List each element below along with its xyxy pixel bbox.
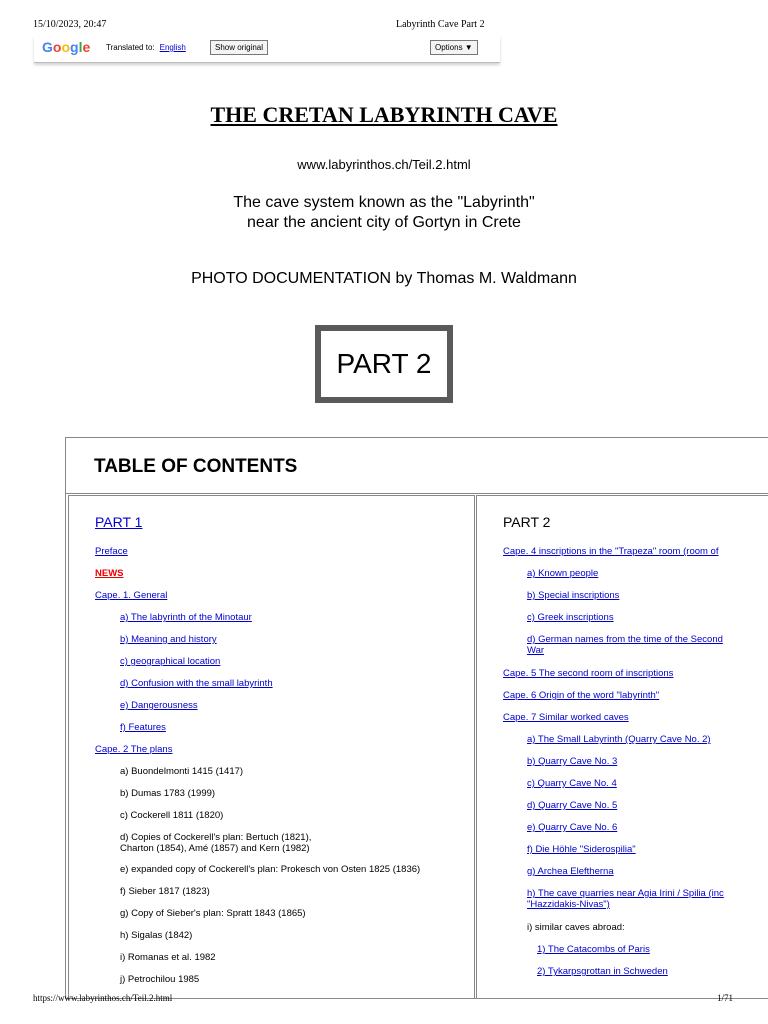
part-box xyxy=(315,325,453,403)
toc-item-label: g) Archea Eleftherna xyxy=(527,866,614,877)
toc-item-label: f) Sieber 1817 (1823) xyxy=(120,886,210,897)
toc-item-label: b) Quarry Cave No. 3 xyxy=(527,756,618,767)
toc-item-label-cont: Charton (1854), Amé (1857) and Kern (1982) xyxy=(120,843,310,854)
footer-url: https://www.labyrinthos.ch/Teil.2.html xyxy=(33,993,173,1003)
part-box-label: PART 2 xyxy=(321,331,447,397)
toc-item-part2[interactable] xyxy=(527,612,614,623)
toc-item-label: f) Die Höhle "Siderospilia" xyxy=(527,844,636,855)
google-translate-bar xyxy=(34,36,500,63)
toc-item-part1[interactable] xyxy=(120,612,252,623)
toc-item-label: e) Dangerousness xyxy=(120,700,198,711)
subtitle-line-1: The cave system known as the "Labyrinth" xyxy=(233,194,535,211)
language-link[interactable]: English xyxy=(159,43,186,52)
subtitle-line-2: near the ancient city of Gortyn in Crete xyxy=(247,214,521,231)
toc-item-label: a) Buondelmonti 1415 (1417) xyxy=(120,766,244,777)
toc-item-part1[interactable] xyxy=(120,722,166,733)
url-line: www.labyrinthos.ch/Teil.2.html xyxy=(297,157,471,172)
toc-item-part1 xyxy=(120,788,215,799)
toc-item-label: c) geographical location xyxy=(120,656,221,667)
toc-item-label: Cape. 6 Origin of the word "labyrinth" xyxy=(503,690,660,701)
toc-item-part1 xyxy=(120,864,420,875)
toc-item-part1[interactable] xyxy=(95,568,124,579)
toc-item-part1[interactable] xyxy=(95,590,167,601)
print-header xyxy=(0,0,768,32)
toc-item-part1[interactable] xyxy=(120,634,217,645)
toc-item-label: Cape. 2 The plans xyxy=(95,744,173,755)
toc-item-label: Cape. 1. General xyxy=(95,590,168,601)
toc-item-label: e) expanded copy of Cockerell's plan: Prokesch von Osten 1825 (1836) xyxy=(120,864,421,875)
toc-column-part2 xyxy=(476,495,768,999)
toc-item-part1[interactable] xyxy=(95,546,128,557)
toc-item-label: d) Confusion with the small labyrinth xyxy=(120,678,273,689)
toc-column-part1 xyxy=(68,495,475,999)
toc-item-label-cont: "Hazzidakis-Nivas") xyxy=(527,899,610,910)
toc-item-label: Cape. 4 inscriptions in the "Trapeza" room (room of xyxy=(503,546,719,557)
toc-item-label: b) Meaning and history xyxy=(120,634,217,645)
toc-item-part1[interactable] xyxy=(95,744,172,755)
toc-item-part2[interactable] xyxy=(527,888,724,910)
options-button[interactable]: Options ▼ xyxy=(430,40,478,55)
toc-item-label: j) Petrochilou 1985 xyxy=(120,974,200,985)
toc-item-label: e) Quarry Cave No. 6 xyxy=(527,822,618,833)
toc-item-part2[interactable] xyxy=(527,634,723,656)
toc-item-label: Cape. 7 Similar worked caves xyxy=(503,712,629,723)
toc-item-part1[interactable] xyxy=(120,700,198,711)
toc-item-label: a) The Small Labyrinth (Quarry Cave No. 2) xyxy=(527,734,711,745)
toc-item-part2[interactable] xyxy=(527,590,619,601)
table-of-contents xyxy=(65,437,768,999)
google-logo: Google xyxy=(42,39,91,55)
toc-item-part2[interactable] xyxy=(527,756,617,767)
toc-item-label: PART 2 xyxy=(503,514,551,530)
toc-item-label: c) Quarry Cave No. 4 xyxy=(527,778,617,789)
toc-item-label: b) Special inscriptions xyxy=(527,590,620,601)
toc-item-part1[interactable] xyxy=(120,678,273,689)
toc-item-part2[interactable] xyxy=(503,546,719,557)
toc-item-part2[interactable] xyxy=(527,822,617,833)
toc-item-label: i) similar caves abroad: xyxy=(527,922,625,933)
toc-item-part2[interactable] xyxy=(527,866,614,877)
toc-item-part1[interactable] xyxy=(120,656,220,667)
toc-item-label: b) Dumas 1783 (1999) xyxy=(120,788,216,799)
toc-item-part1 xyxy=(120,766,243,777)
toc-item-part2[interactable] xyxy=(527,734,711,745)
toc-item-part2[interactable] xyxy=(527,778,617,789)
toc-item-part1[interactable] xyxy=(95,514,143,530)
toc-item-part1 xyxy=(120,886,210,897)
photo-documentation: PHOTO DOCUMENTATION by Thomas M. Waldmann xyxy=(191,270,577,287)
toc-item-part2[interactable] xyxy=(537,944,650,955)
toc-item-label: 1) The Catacombs of Paris xyxy=(537,944,650,955)
toc-item-label: h) Sigalas (1842) xyxy=(120,930,193,941)
toc-divider xyxy=(66,493,768,494)
toc-item-part2[interactable] xyxy=(527,844,636,855)
toc-item-part2[interactable] xyxy=(527,800,617,811)
toc-item-part1 xyxy=(120,810,223,821)
translated-label: Translated to: xyxy=(106,43,155,52)
toc-item-part1 xyxy=(120,930,192,941)
toc-item-label: a) Known people xyxy=(527,568,599,579)
toc-item-label: d) German names from the time of the Second xyxy=(527,634,723,645)
print-page-title: Labyrinth Cave Part 2 xyxy=(396,19,485,30)
toc-item-label: Cape. 5 The second room of inscriptions xyxy=(503,668,674,679)
toc-item-label: f) Features xyxy=(120,722,166,733)
toc-item-label: d) Copies of Cockerell's plan: Bertuch (1821), xyxy=(120,832,312,843)
toc-item-label: a) The labyrinth of the Minotaur xyxy=(120,612,252,623)
show-original-button[interactable]: Show original xyxy=(210,40,268,55)
toc-item-label: h) The cave quarries near Agia Irini / Spilia (inc xyxy=(527,888,724,899)
toc-item-label: 2) Tykarpsgrottan in Schweden xyxy=(537,966,668,977)
toc-item-label-cont: War xyxy=(527,645,545,656)
toc-item-part1 xyxy=(120,832,311,854)
toc-item-part1 xyxy=(120,908,306,919)
toc-item-label: c) Cockerell 1811 (1820) xyxy=(120,810,224,821)
toc-item-part1 xyxy=(120,952,216,963)
toc-item-label: PART 1 xyxy=(95,514,143,530)
toc-item-part2[interactable] xyxy=(503,690,659,701)
toc-item-label: i) Romanas et al. 1982 xyxy=(120,952,216,963)
toc-item-part2[interactable] xyxy=(503,668,673,679)
toc-item-label: NEWS xyxy=(95,568,124,579)
toc-item-part1 xyxy=(120,974,199,985)
toc-item-part2 xyxy=(527,922,625,933)
translated-to xyxy=(106,43,186,52)
footer-page: 1/71 xyxy=(717,993,734,1003)
toc-item-label: c) Greek inscriptions xyxy=(527,612,614,623)
page-title: THE CRETAN LABYRINTH CAVE xyxy=(210,102,558,127)
toc-item-part2[interactable] xyxy=(527,568,598,579)
print-datetime: 15/10/2023, 20:47 xyxy=(33,19,107,30)
toc-item-part2[interactable] xyxy=(537,966,668,977)
subtitle xyxy=(0,193,768,233)
toc-item-label: d) Quarry Cave No. 5 xyxy=(527,800,618,811)
toc-item-part2 xyxy=(503,514,551,530)
toc-item-label: g) Copy of Sieber's plan: Spratt 1843 (1865) xyxy=(120,908,306,919)
toc-item-label: Preface xyxy=(95,546,128,557)
toc-item-part2[interactable] xyxy=(503,712,629,723)
toc-heading: TABLE OF CONTENTS xyxy=(94,456,298,477)
